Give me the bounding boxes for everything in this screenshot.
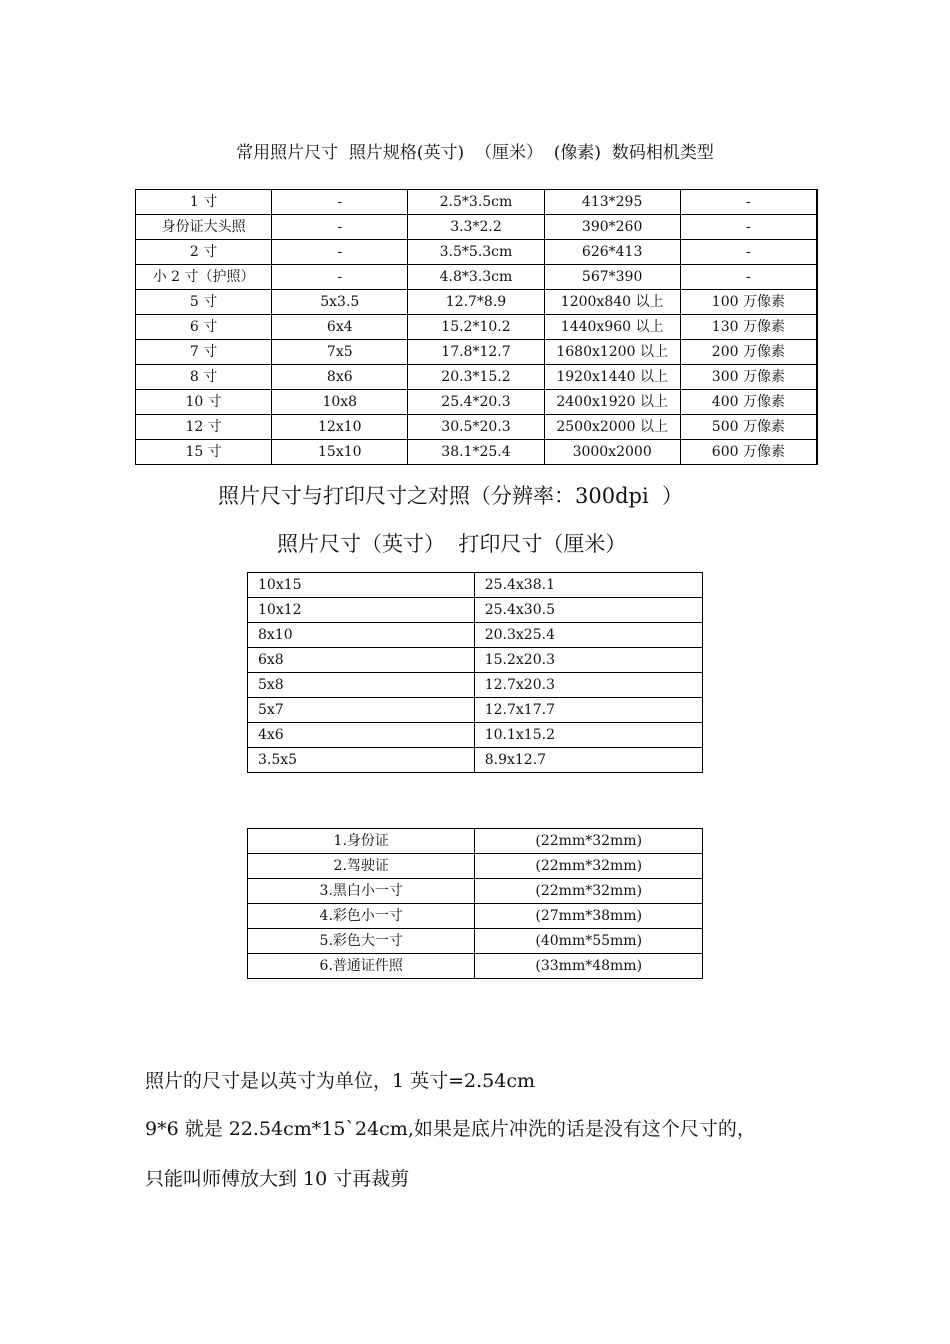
- table-cell: 10x8: [272, 390, 408, 415]
- table-cell: 400 万像素: [680, 390, 817, 415]
- table-cell: 1440x960 以上: [544, 315, 680, 340]
- table-cell: 4x6: [248, 723, 475, 748]
- table-cell: -: [680, 240, 817, 265]
- table-cell: 12 寸: [136, 415, 272, 440]
- table-cell: 3000x2000: [544, 440, 680, 465]
- table-row: [248, 829, 703, 854]
- table-cell: -: [272, 190, 408, 215]
- table-row: [136, 215, 818, 240]
- table-row: [248, 573, 703, 598]
- table-cell: 20.3x25.4: [474, 623, 702, 648]
- table-cell: 3.5*5.3cm: [408, 240, 544, 265]
- table-row: [248, 854, 703, 879]
- print-size-table: [247, 572, 703, 773]
- table-cell: 10.1x15.2: [474, 723, 702, 748]
- table-cell: 7 寸: [136, 340, 272, 365]
- table-cell: 2.驾驶证: [248, 854, 475, 879]
- table-cell: -: [272, 215, 408, 240]
- paragraph-enlarge-note: 只能叫师傅放大到 10 寸再裁剪: [145, 1168, 410, 1190]
- table-cell: 8x10: [248, 623, 475, 648]
- heading-photo-sizes: 常用照片尺寸 照片规格(英寸) （厘米） (像素) 数码相机类型: [236, 143, 714, 163]
- table-cell: 3.5x5: [248, 748, 475, 773]
- table-row: [136, 415, 818, 440]
- table-cell: 20.3*15.2: [408, 365, 544, 390]
- table-cell: 2.5*3.5cm: [408, 190, 544, 215]
- table-row: [248, 929, 703, 954]
- table-cell: (27mm*38mm): [475, 904, 703, 929]
- table-cell: 3.3*2.2: [408, 215, 544, 240]
- table-cell: 300 万像素: [680, 365, 817, 390]
- table-row: [248, 598, 703, 623]
- table-cell: 25.4x30.5: [474, 598, 702, 623]
- table-cell: 25.4*20.3: [408, 390, 544, 415]
- table-cell: 30.5*20.3: [408, 415, 544, 440]
- table-cell: -: [272, 265, 408, 290]
- table-cell: 10x15: [248, 573, 475, 598]
- table-cell: 6.普通证件照: [248, 954, 475, 979]
- table-row: [248, 723, 703, 748]
- table-cell: 4.8*3.3cm: [408, 265, 544, 290]
- table-row: [136, 315, 818, 340]
- table-row: [136, 440, 818, 465]
- paragraph-inch-unit: 照片的尺寸是以英寸为单位，1 英寸=2.54cm: [145, 1070, 536, 1092]
- table-cell: 1200x840 以上: [544, 290, 680, 315]
- table-cell: 2 寸: [136, 240, 272, 265]
- table-cell: 5x8: [248, 673, 475, 698]
- table-cell: 38.1*25.4: [408, 440, 544, 465]
- table-cell: 100 万像素: [680, 290, 817, 315]
- table-row: [248, 748, 703, 773]
- table-cell: 5x7: [248, 698, 475, 723]
- table-row: [248, 954, 703, 979]
- table-cell: 6x8: [248, 648, 475, 673]
- table-cell: 626*413: [544, 240, 680, 265]
- table-row: [136, 340, 818, 365]
- table-cell: 7x5: [272, 340, 408, 365]
- table-cell: 12.7x20.3: [474, 673, 702, 698]
- table-cell: 8 寸: [136, 365, 272, 390]
- id-photo-table: [247, 828, 703, 979]
- table-cell: 10 寸: [136, 390, 272, 415]
- table-cell: 390*260: [544, 215, 680, 240]
- table-cell: 15.2x20.3: [474, 648, 702, 673]
- table-cell: 567*390: [544, 265, 680, 290]
- table-cell: 25.4x38.1: [474, 573, 702, 598]
- table-row: [248, 673, 703, 698]
- table-cell: 130 万像素: [680, 315, 817, 340]
- table-cell: 2500x2000 以上: [544, 415, 680, 440]
- table-cell: 5.彩色大一寸: [248, 929, 475, 954]
- paragraph-9x6-note: 9*6 就是 22.54cm*15`24cm,如果是底片冲洗的话是没有这个尺寸的，: [145, 1118, 756, 1140]
- table-cell: 500 万像素: [680, 415, 817, 440]
- table-row: [136, 265, 818, 290]
- table-cell: 15x10: [272, 440, 408, 465]
- table-cell: 8x6: [272, 365, 408, 390]
- table-cell: 身份证大头照: [136, 215, 272, 240]
- table-cell: 200 万像素: [680, 340, 817, 365]
- table-cell: 600 万像素: [680, 440, 817, 465]
- table-cell: 12.7*8.9: [408, 290, 544, 315]
- table-cell: -: [680, 265, 817, 290]
- table-cell: 小 2 寸（护照）: [136, 265, 272, 290]
- table-cell: (22mm*32mm): [475, 829, 703, 854]
- table-cell: 1 寸: [136, 190, 272, 215]
- table-row: [248, 698, 703, 723]
- table-cell: 10x12: [248, 598, 475, 623]
- table-cell: 6x4: [272, 315, 408, 340]
- table-row: [136, 390, 818, 415]
- table-cell: 12x10: [272, 415, 408, 440]
- table-cell: 1.身份证: [248, 829, 475, 854]
- table-cell: 17.8*12.7: [408, 340, 544, 365]
- table-row: [248, 904, 703, 929]
- heading-print-columns: 照片尺寸（英寸） 打印尺寸（厘米）: [277, 532, 627, 556]
- table-row: [136, 290, 818, 315]
- table-cell: -: [680, 190, 817, 215]
- table-cell: (40mm*55mm): [475, 929, 703, 954]
- table-cell: 15.2*10.2: [408, 315, 544, 340]
- table-cell: 15 寸: [136, 440, 272, 465]
- table-cell: -: [680, 215, 817, 240]
- table-cell: 8.9x12.7: [474, 748, 702, 773]
- table-cell: 5x3.5: [272, 290, 408, 315]
- photo-size-table: [135, 189, 818, 465]
- table-row: [136, 365, 818, 390]
- table-row: [248, 623, 703, 648]
- table-cell: 3.黑白小一寸: [248, 879, 475, 904]
- table-cell: (22mm*32mm): [475, 854, 703, 879]
- table-cell: 5 寸: [136, 290, 272, 315]
- table-row: [248, 648, 703, 673]
- table-row: [136, 190, 818, 215]
- heading-print-comparison: 照片尺寸与打印尺寸之对照（分辨率：300dpi ）: [218, 484, 684, 508]
- table-cell: 1680x1200 以上: [544, 340, 680, 365]
- table-row: [136, 240, 818, 265]
- table-cell: -: [272, 240, 408, 265]
- table-cell: 2400x1920 以上: [544, 390, 680, 415]
- table-row: [248, 879, 703, 904]
- table-cell: 1920x1440 以上: [544, 365, 680, 390]
- table-cell: 6 寸: [136, 315, 272, 340]
- table-cell: 4.彩色小一寸: [248, 904, 475, 929]
- table-cell: (33mm*48mm): [475, 954, 703, 979]
- table-cell: (22mm*32mm): [475, 879, 703, 904]
- table-cell: 12.7x17.7: [474, 698, 702, 723]
- table-cell: 413*295: [544, 190, 680, 215]
